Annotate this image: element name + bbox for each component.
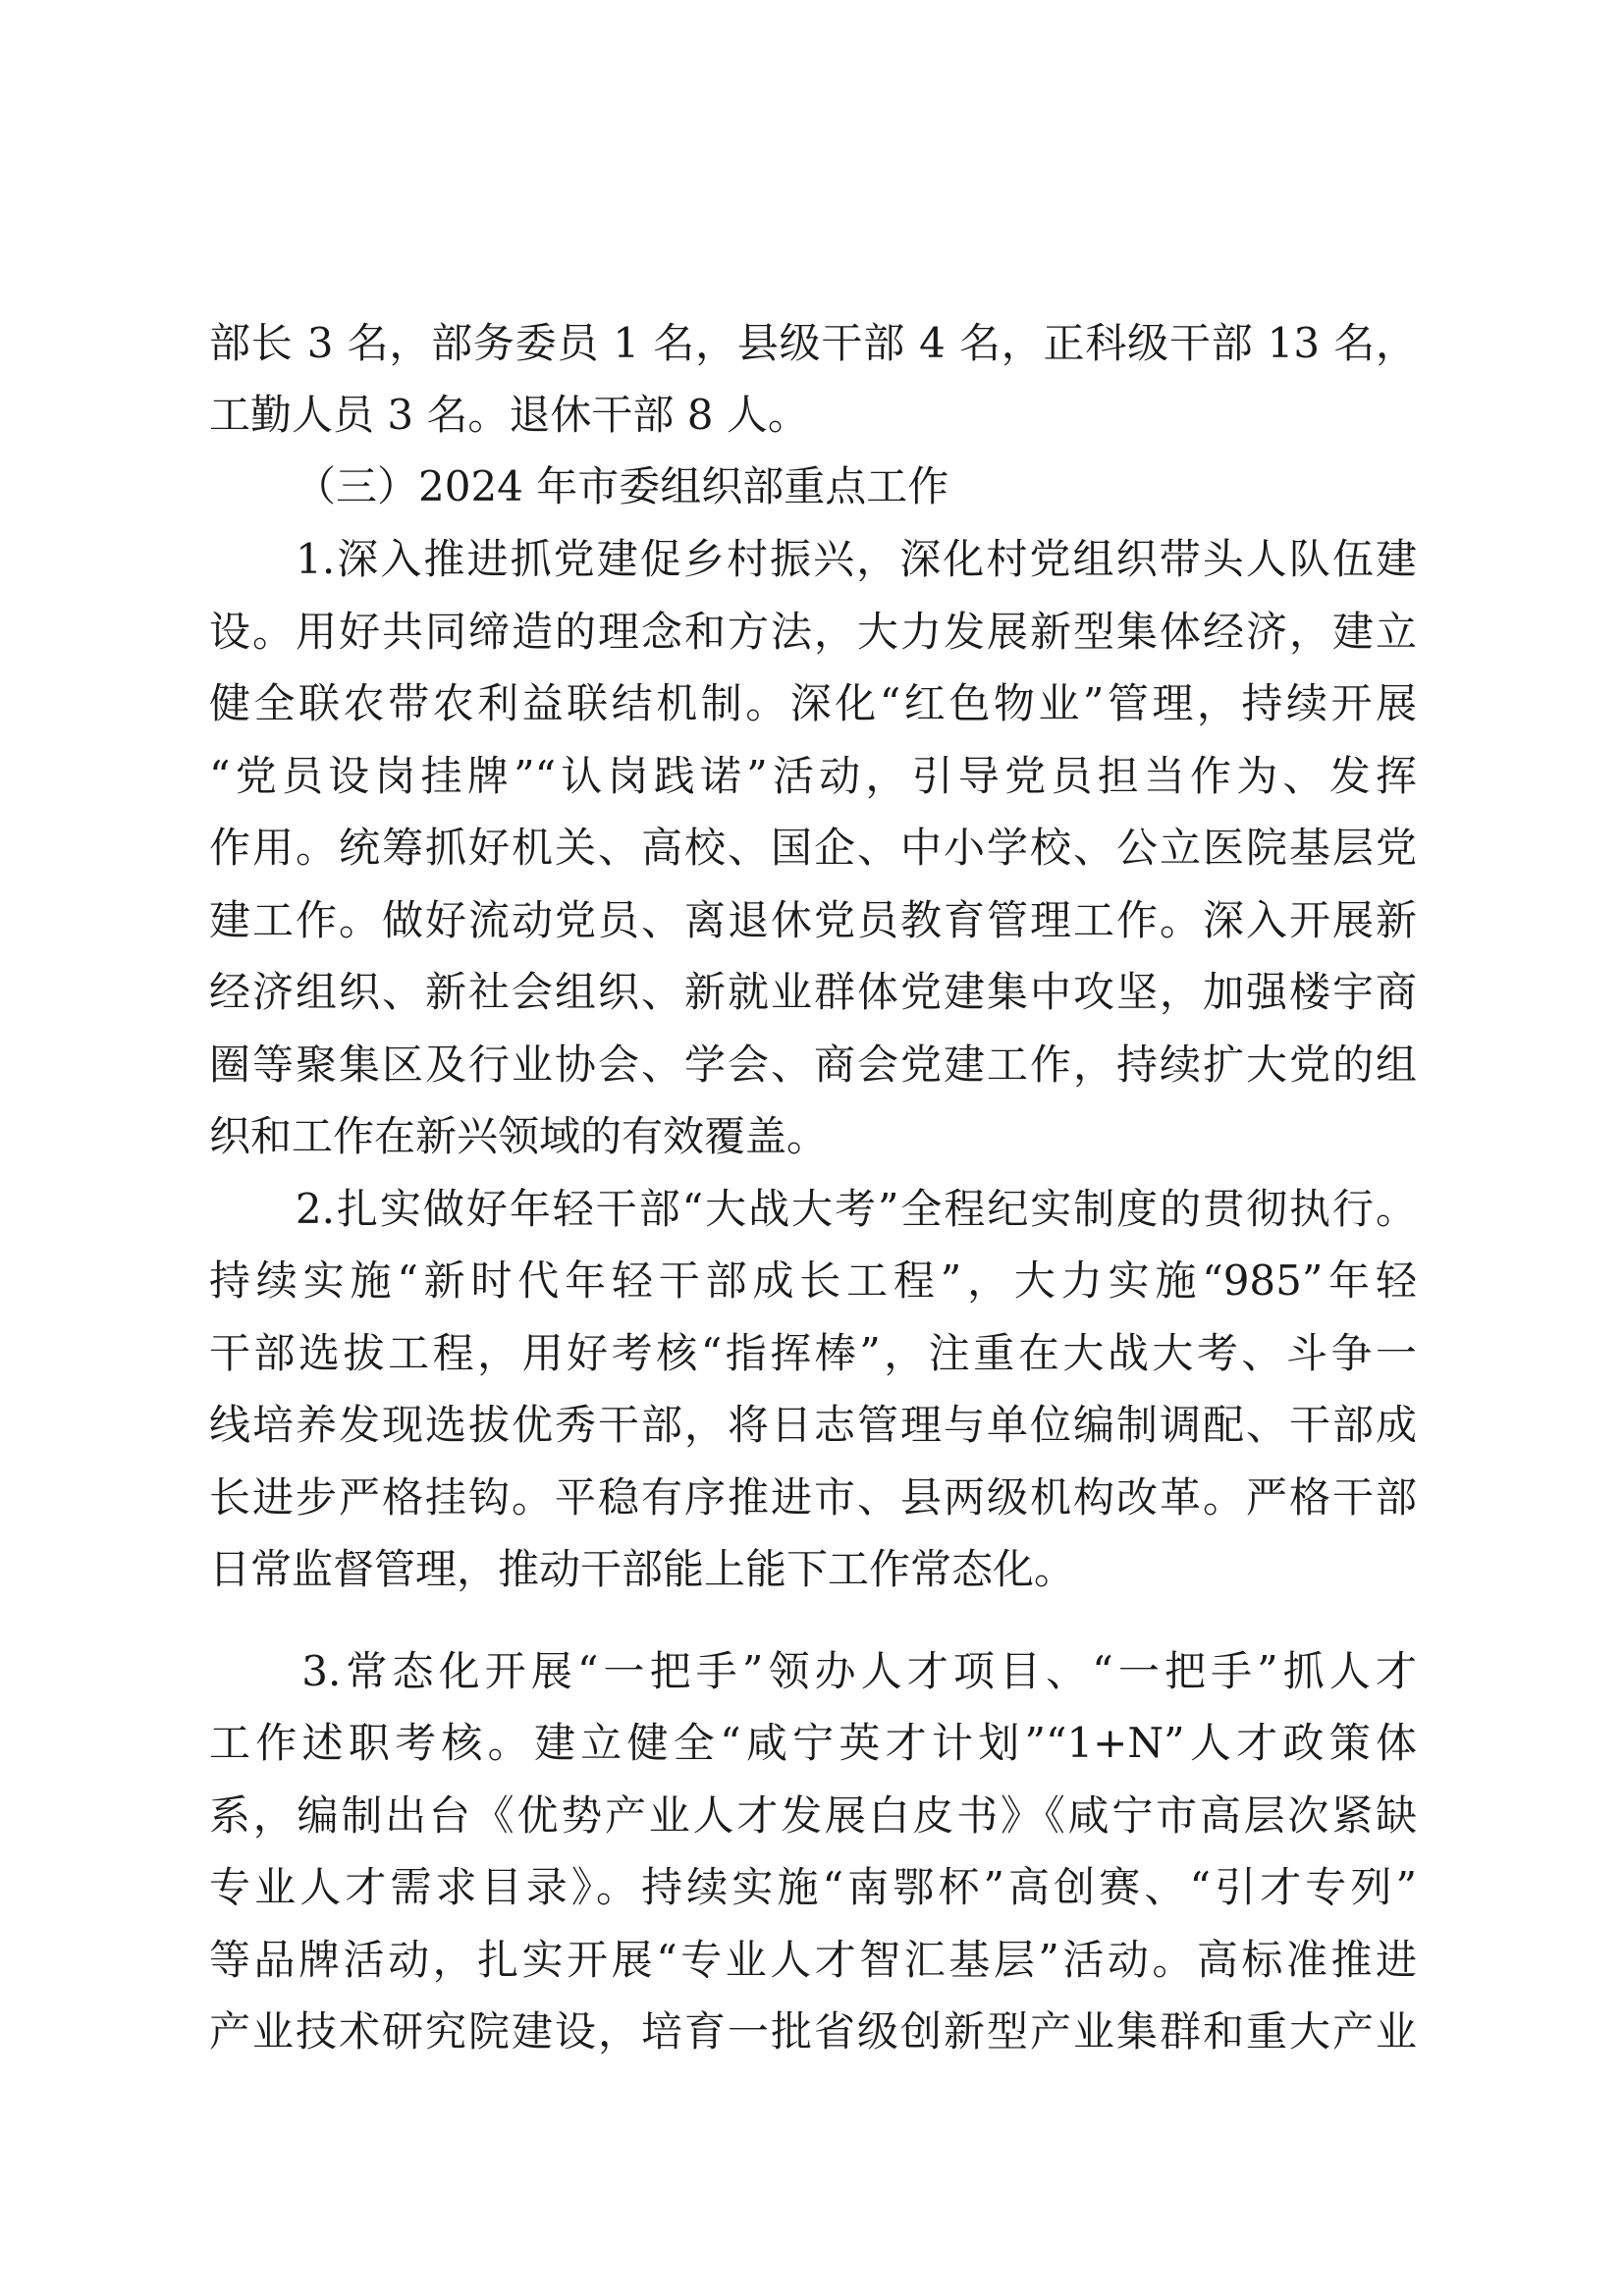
- text-line: 3.常态化开展“一把手”领办人才项目、“一把手”抓人才: [209, 1647, 1417, 1695]
- text-line: 等品牌活动，扎实开展“专业人才智汇基层”活动。高标准推进: [209, 1936, 1417, 1984]
- section-heading: （三）2024 年市委组织部重点工作: [295, 462, 949, 510]
- text-line: 工勤人员 3 名。退休干部 8 人。: [209, 391, 809, 439]
- text-line: 设。用好共同缔造的理念和方法，大力发展新型集体经济，建立: [209, 608, 1417, 656]
- text-line: 圈等聚集区及行业协会、学会、商会党建工作，持续扩大党的组: [209, 1041, 1417, 1089]
- text-line: 作用。统筹抓好机关、高校、国企、中小学校、公立医院基层党: [209, 824, 1417, 872]
- text-line: 干部选拔工程，用好考核“指挥棒”，注重在大战大考、斗争一: [209, 1329, 1417, 1377]
- text-line: 线培养发现选拔优秀干部，将日志管理与单位编制调配、干部成: [209, 1401, 1417, 1449]
- text-line: 经济组织、新社会组织、新就业群体党建集中攻坚，加强楼宇商: [209, 968, 1417, 1016]
- text-line: 产业技术研究院建设，培育一批省级创新型产业集群和重大产业: [209, 2007, 1417, 2056]
- text-line: 1.深入推进抓党建促乡村振兴，深化村党组织带头人队伍建: [209, 535, 1417, 583]
- text-line: 专业人才需求目录》。持续实施“南鄂杯”高创赛、“引才专列”: [209, 1863, 1417, 1911]
- text-line: 织和工作在新兴领域的有效覆盖。: [209, 1112, 829, 1160]
- text-line: 2.扎实做好年轻干部“大战大考”全程纪实制度的贯彻执行。: [209, 1185, 1417, 1233]
- text-line: 部长 3 名，部务委员 1 名，县级干部 4 名，正科级干部 13 名，: [209, 319, 1417, 367]
- text-line: 系，编制出台《优势产业人才发展白皮书》《咸宁市高层次紧缺: [209, 1791, 1417, 1840]
- text-line: 建工作。做好流动党员、离退休党员教育管理工作。深入开展新: [209, 896, 1417, 944]
- text-line: 健全联农带农利益联结机制。深化“红色物业”管理，持续开展: [209, 679, 1417, 727]
- text-line: “党员设岗挂牌”“认岗践诺”活动，引导党员担当作为、发挥: [209, 752, 1417, 800]
- text-line: 持续实施“新时代年轻干部成长工程”，大力实施“985”年轻: [209, 1256, 1417, 1305]
- text-line: 日常监督管理，推动干部能上能下工作常态化。: [209, 1545, 1076, 1593]
- text-line: 工作述职考核。建立健全“咸宁英才计划”“1+N”人才政策体: [209, 1719, 1417, 1767]
- text-line: 长进步严格挂钩。平稳有序推进市、县两级机构改革。严格干部: [209, 1473, 1417, 1522]
